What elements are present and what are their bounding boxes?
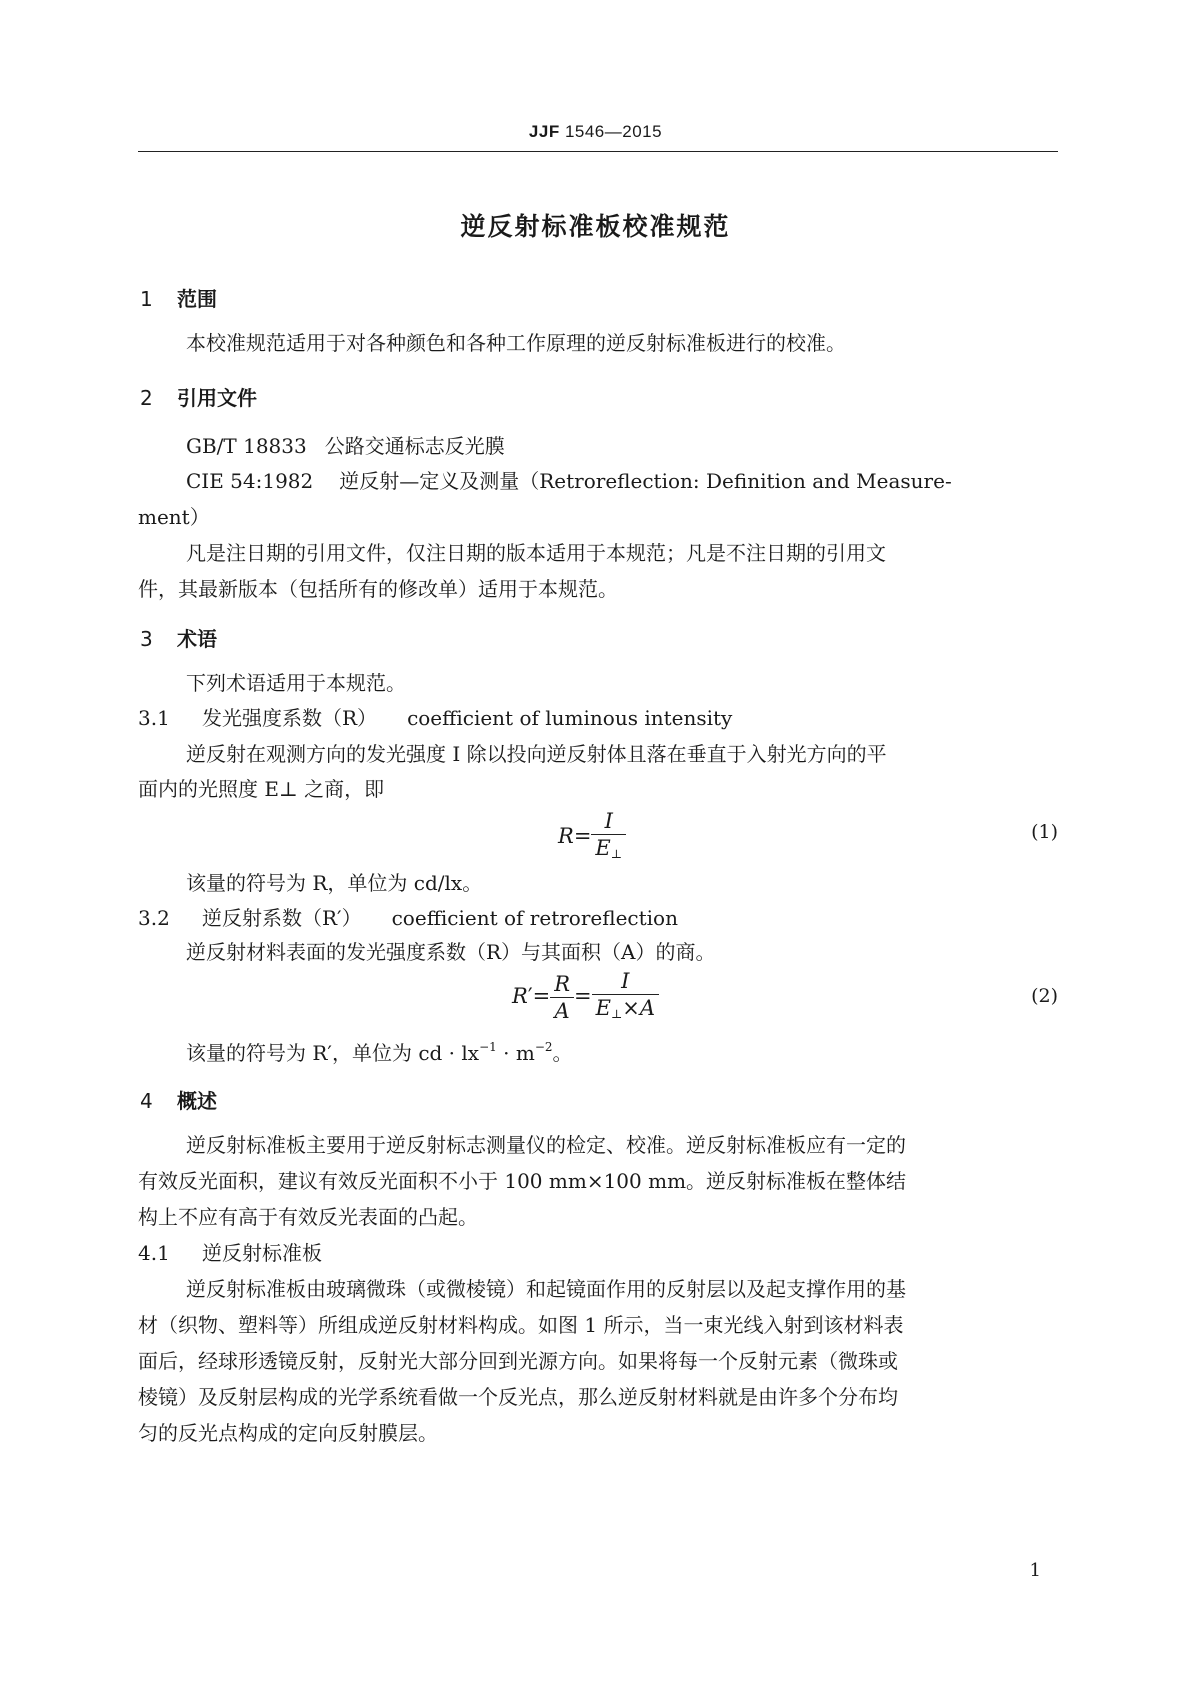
paragraph-line: 材（织物、塑料等）所组成逆反射材料构成。如图 1 所示，当一束光线入射到该材料表 [138, 1313, 904, 1337]
unit-text: 。 [552, 1041, 573, 1065]
term-chinese: 发光强度系数（R） [202, 706, 378, 730]
paragraph-line: 面后，经球形透镜反射，反射光大部分回到光源方向。如果将每一个反射元素（微珠或 [138, 1349, 898, 1373]
reference-item [186, 428, 505, 464]
paragraph: 逆反射材料表面的发光强度系数（R）与其面积（A）的商。 [186, 940, 716, 964]
unit-exponent: −2 [534, 1040, 553, 1054]
paragraph-line: 逆反射在观测方向的发光强度 I 除以投向逆反射体且落在垂直于入射光方向的平 [186, 742, 887, 766]
paragraph-line: 逆反射标准板主要用于逆反射标志测量仪的检定、校准。逆反射标准板应有一定的 [186, 1133, 906, 1157]
term-number: 3.2 [138, 906, 170, 930]
header-number: 1546—2015 [564, 122, 663, 141]
section-number: 4 [140, 1089, 153, 1113]
running-header [0, 122, 1191, 142]
term-heading [138, 700, 732, 736]
equation-number: (1) [1031, 821, 1058, 843]
subsection-heading [138, 1235, 322, 1271]
section-title: 引用文件 [177, 386, 257, 410]
paragraph-line: 逆反射标准板由玻璃微珠（或微棱镜）和起镜面作用的反射层以及起支撑作用的基 [186, 1277, 906, 1301]
section-title: 范围 [177, 287, 217, 311]
page-number: 1 [1029, 1560, 1041, 1581]
header-code: JJF [528, 122, 560, 141]
unit-exponent: −1 [479, 1040, 497, 1054]
subsection-title: 逆反射标准板 [202, 1241, 322, 1265]
header-rule [138, 151, 1058, 152]
paragraph: 本校准规范适用于对各种颜色和各种工作原理的逆反射标准板进行的校准。 [186, 331, 846, 355]
term-english: coefficient of luminous intensity [407, 706, 733, 730]
section-2-heading [140, 382, 257, 411]
page-title: 逆反射标准板校准规范 [460, 212, 731, 241]
reference-continuation: ment） [138, 505, 210, 529]
term-heading [138, 900, 678, 936]
term-number: 3.1 [138, 706, 170, 730]
paragraph-line: 面内的光照度 E⊥ 之商，即 [138, 777, 385, 801]
equation-number: (2) [1031, 985, 1058, 1007]
section-number: 1 [140, 287, 153, 311]
paragraph-unit [186, 1029, 573, 1071]
term-english: coefficient of retroreflection [391, 906, 678, 930]
section-title: 术语 [177, 627, 217, 651]
section-title: 概述 [177, 1089, 217, 1113]
equation-1: R= $\frac{I}{E\perp}$ [558, 808, 626, 867]
reference-title: 逆反射—定义及测量（Retroreflection: Definition and Measure- [339, 469, 952, 493]
section-1-heading [140, 283, 217, 312]
paragraph: 下列术语适用于本规范。 [186, 671, 406, 695]
term-chinese: 逆反射系数（R′） [202, 906, 362, 930]
paragraph-line: 有效反光面积，建议有效反光面积不小于 100 mm×100 mm。逆反射标准板在整体结 [138, 1169, 907, 1193]
section-4-heading [140, 1085, 217, 1114]
paragraph-line: 匀的反光点构成的定向反射膜层。 [138, 1421, 438, 1445]
unit-text: · m [496, 1041, 535, 1065]
unit-text: 该量的符号为 R′，单位为 cd · lx [186, 1041, 480, 1065]
paragraph-line: 凡是注日期的引用文件，仅注日期的版本适用于本规范；凡是不注日期的引用文 [186, 541, 886, 565]
reference-code: GB/T 18833 [186, 434, 307, 458]
reference-item [186, 463, 952, 499]
paragraph-line: 件，其最新版本（包括所有的修改单）适用于本规范。 [138, 577, 618, 601]
paragraph-line: 构上不应有高于有效反光表面的凸起。 [138, 1205, 478, 1229]
paragraph-line: 棱镜）及反射层构成的光学系统看做一个反光点，那么逆反射材料就是由许多个分布均 [138, 1385, 898, 1409]
section-3-heading [140, 623, 217, 652]
reference-code: CIE 54:1982 [186, 469, 314, 493]
section-number: 2 [140, 386, 153, 410]
equation-2: R′= $\frac{R}{A}$ = $\frac{I}{E\perp\times A}$ [512, 968, 659, 1027]
section-number: 3 [140, 627, 153, 651]
reference-title: 公路交通标志反光膜 [324, 434, 505, 458]
subsection-number: 4.1 [138, 1241, 170, 1265]
paragraph: 该量的符号为 R，单位为 cd/lx。 [186, 871, 483, 895]
